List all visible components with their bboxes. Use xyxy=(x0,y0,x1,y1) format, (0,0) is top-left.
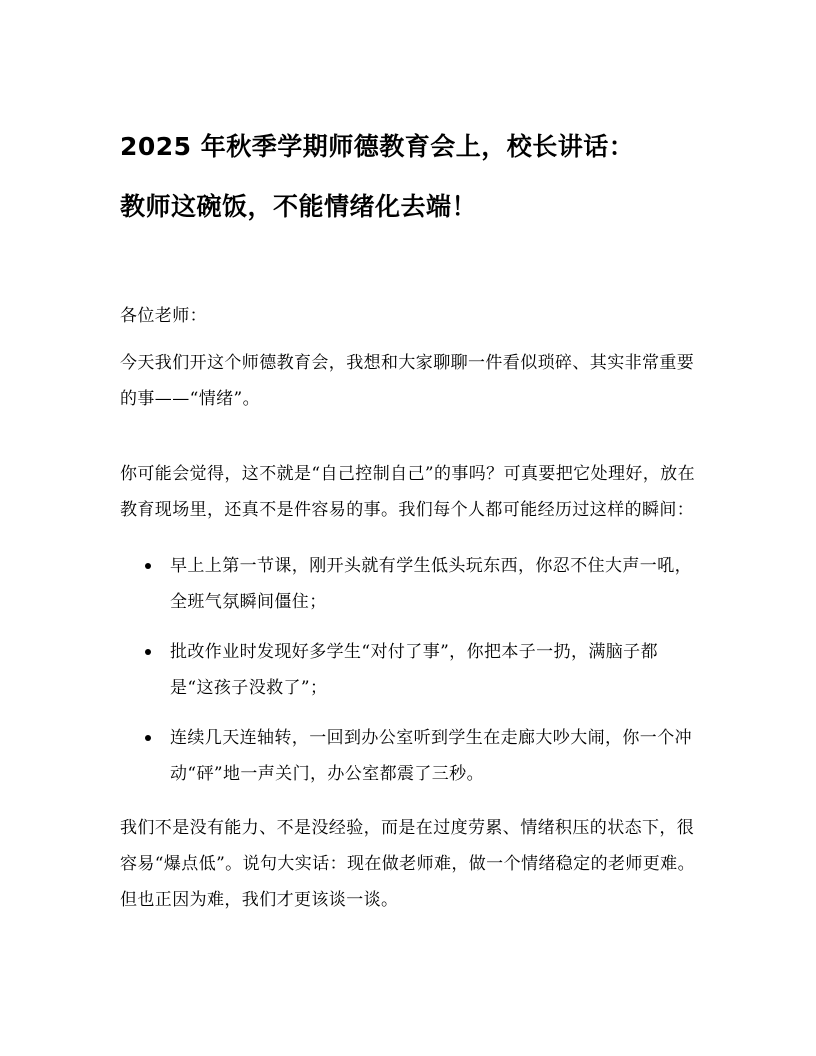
bullet-text: 连续几天连轴转，一回到办公室听到学生在走廊大吵大闹，你一个冲动“砰”地一声关门，办公室都震了三秒。 xyxy=(170,728,692,784)
bullet-text: 批改作业时发现好多学生“对付了事”，你把本子一扔，满脑子都是“这孩子没救了”； xyxy=(170,642,658,698)
document-title-line-2: 教师这碗饭，不能情绪化去端！ xyxy=(120,192,478,221)
bullet-item xyxy=(120,720,700,792)
salutation: 各位老师： xyxy=(120,306,207,326)
document-title-line-1: 2025 年秋季学期师德教育会上，校长讲话： xyxy=(120,132,635,161)
bullet-item xyxy=(120,548,700,620)
bullet-text: 早上上第一节课，刚开头就有学生低头玩东西，你忍不住大声一吼，全班气氛瞬间僵住； xyxy=(170,556,692,612)
paragraph-intro: 今天我们开这个师德教育会，我想和大家聊聊一件看似琐碎、其实非常重要的事——“情绪”。 xyxy=(120,353,695,409)
bullet-item xyxy=(120,634,700,706)
bullet-dot-icon xyxy=(145,563,151,569)
paragraph-context: 你可能会觉得，这不就是“自己控制自己”的事吗？可真要把它处理好，放在教育现场里，还真不是件容易的事。我们每个人都可能经历过这样的瞬间： xyxy=(120,464,695,520)
bullet-list xyxy=(120,548,700,806)
paragraph-conclusion: 我们不是没有能力、不是没经验，而是在过度劳累、情绪积压的状态下，很容易“爆点低”。说句大实话：现在做老师难，做一个情绪稳定的老师更难。但也正因为难，我们才更该谈一谈。 xyxy=(120,818,695,910)
bullet-dot-icon xyxy=(145,735,151,741)
bullet-dot-icon xyxy=(145,649,151,655)
